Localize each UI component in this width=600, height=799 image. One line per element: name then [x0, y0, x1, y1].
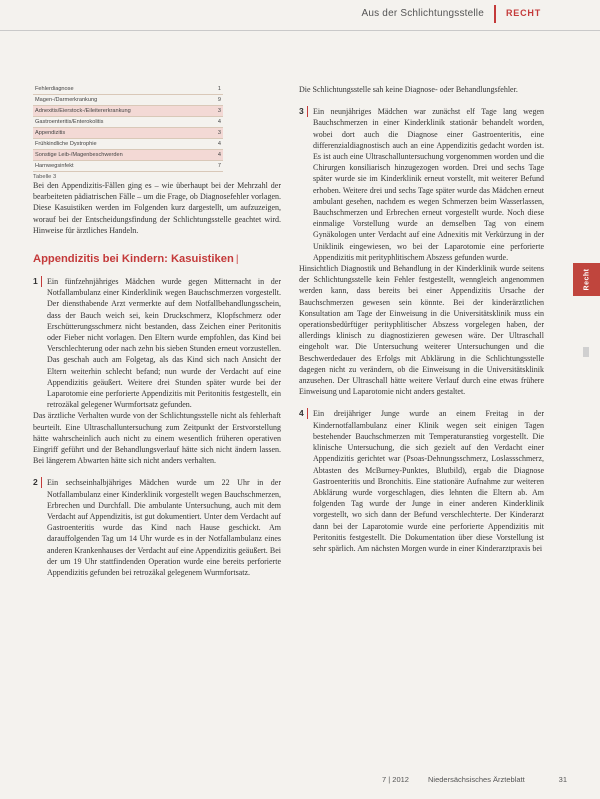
table-cell-label: Appendizitis	[33, 128, 201, 139]
table-row	[33, 84, 223, 95]
section-divider	[494, 5, 496, 23]
case-3-assessment: Hinsichtlich Diagnostik und Behandlung in der Kinderklinik wurde seitens der Schlichtungsstelle kein Fehler festgestellt, wenngleich angenommen werden kann, dass bereits bei einer Appendizitis Ursache der Bauchschmerzen gewesen sein könnte. Bei der kinderärztlichen Konsultation am Tage der Einweisung in die Universitätsklinik muss ein operationsbedürftiger perityphlitischer Abszess vorgelegen haben, der allerdings klinisch zu diagnostizieren gewesen wäre. Der Ultraschall eingeholt war. Die Untersuchung weiterer Untersuchungen und die Beschwerdedauer des Erfolgs mit Abklärung in die Schlichtungsstelle dagegen nicht zu verändern, ob die Einweisung in die Universitätsklinik anzusehen. Der Ultraschall hätte weitere Verlauf durch eine etwas frühere Einweisung und Laparotomie nicht anders gestaltet.	[299, 264, 544, 397]
table-cell-value: 3	[201, 106, 223, 117]
page-number: 31	[558, 775, 567, 784]
case-number: 1	[33, 276, 42, 287]
page-header	[0, 0, 600, 40]
table-cell-label: Sonstige Leib-/Magenbeschwerden	[33, 150, 201, 161]
case-number: 2	[33, 477, 42, 488]
section-heading	[33, 253, 281, 265]
right-column	[299, 84, 544, 554]
left-column	[33, 84, 281, 578]
table-row	[33, 150, 223, 161]
table-row	[33, 128, 223, 139]
page-footer	[382, 775, 567, 787]
table-cell-label: Frühkindliche Dystrophie	[33, 139, 201, 150]
header-rule	[0, 30, 600, 31]
table-cell-label: Adnexitis/Eierstock-/Eileitererkrankung	[33, 106, 201, 117]
case-text: Ein sechseinhalbjähriges Mädchen wurde um 22 Uhr in der Notfallambulanz einer Kinderklinik vorgestellt wegen Bauchschmerzen, Erbrechen und Durchfall. Die ambulante Untersuchung, auch mit dem Verdacht auf Appendizitis, ist gut dokumentiert. Unter dem Verdacht auf Gastroenteritis wurde das Kind nach Hause geschickt. Am darauffolgenden Tag um 14 Uhr wurde es in der Notfallambulanz eines anderen Krankenhauses der Verdacht auf eine Appendizitis geäußert. Bei der um 19 Uhr stattfindenden Operation wurde eine bereits perforierte Appendizitis gefunden bei retrozäkal gelegenem Wurmfortsatz.	[47, 478, 281, 578]
heading-marker: ▏	[236, 255, 244, 265]
case-2	[33, 477, 281, 578]
table-cell-label: Fehlerdiagnose	[33, 84, 201, 95]
table-cell-value: 4	[201, 139, 223, 150]
case-1-assessment: Das ärztliche Verhalten wurde von der Schlichtungsstelle nicht als fehlerhaft beurteilt. Eine Ultraschalluntersuchung zum Zeitpunkt der Erstvorstellung hätte wahrscheinlich auch nicht zu einem wesentlich früheren operativen Eingriff geführt und der Behandlungsverlauf hätte sich nicht ändern lassen. Bei längerem Abwarten hätte sich nicht anders verhalten.	[33, 411, 281, 466]
table-row	[33, 117, 223, 128]
case-text: Ein fünfzehnjähriges Mädchen wurde gegen Mitternacht in der Notfallambulanz einer Kinderklinik wegen Bauchschmerzen vorgestellt. Der diensthabende Arzt vermerkte auf dem Notfallbehandlungsschein, dass der Bauch weich sei, kein Druckschmerz, Klopfschmerz oder Erschütterungsschmerz nicht bestanden, dass Zeichen einer Peritonitis oder Fieber nicht vorlagen. Den Eltern wurde empfohlen, das Kind bei Verschlechterung oder nach zehn bis sieben Stunden erneut vorzustellen. Das geschah auch am Folgetag, als das Kind sich nach Ansicht der Eltern weiterhin schlecht befand; nun wurde der Verdacht auf eine Appendizitis geäußert. Weitere drei Stunden später wurde bei der Laparotomie eine perforierte Appendizitis mit Peritonitis festgestellt, ein retrozäkal gelegener Wurmfortsatz gefunden.	[47, 277, 281, 410]
table-row	[33, 106, 223, 117]
section-side-tab	[573, 263, 600, 296]
issue-number: 7 | 2012	[382, 775, 409, 784]
section-heading-text: Appendizitis bei Kindern: Kasuistiken	[33, 253, 234, 266]
table-caption: Tabelle 3	[33, 174, 57, 180]
case-3	[299, 106, 544, 263]
table-body	[33, 84, 223, 172]
table-row	[33, 161, 223, 172]
case-text: Ein dreijähriger Junge wurde an einem Freitag in der Kindernotfallambulanz einer Klinik wegen seit einigen Tagen bestehender Bauchschmerzen mit Temperaturanstieg vorgestellt. Die klinische Untersuchung, die sich gezielt auf den Verdacht einer Appendizitis gerichtet war (Psoas-Dehnungsschmerz, Loslassschmerz, Abtasten des McBurney-Punktes, Blutbild), ergab die Diagnose Gastroenteritis und Bronchitis. Eine stationäre Aufnahme zur weiteren Abklärung wurde vorgeschlagen, dies lehnten die Eltern ab. Am folgenden Tag wurde der Junge in einer anderen Kinderklinik vorgestellt, wo sich dann der Befund verschlechterte. Der Kinderarzt dann bei der Laparotomie wurde eine perforierte Appendizitis mit Peritonitis festgestellt. Die Dokumentation über diese Vorstellung ist sehr spärlich. Am nächsten Morgen wurde in einer Kinderarztpraxis bei	[313, 409, 544, 553]
table-row	[33, 139, 223, 150]
table-cell-value: 3	[201, 128, 223, 139]
margin-marker	[583, 347, 589, 357]
journal-name: Niedersächsisches Ärzteblatt	[428, 775, 525, 784]
intro-paragraph: Bei den Appendizitis-Fällen ging es – wie überhaupt bei der Mehrzahl der bearbeiteten pädiatrischen Fälle – um die Frage, ob Diagnosefehler vorlagen. Diese Kasuistiken werden im Folgenden kurz dargestellt, um aufzuzeigen, worauf bei der Entscheidungsfindung der Schlichtungsstelle geachtet wird. Hinweise für ärztliches Handeln.	[33, 181, 281, 235]
running-title: Aus der Schlichtungsstelle	[361, 8, 484, 19]
table-row	[33, 95, 223, 106]
table-cell-value: 7	[201, 161, 223, 172]
table-cell-value: 4	[201, 117, 223, 128]
diagnosis-table	[33, 84, 223, 172]
table-cell-value: 4	[201, 150, 223, 161]
case-4	[299, 408, 544, 554]
case-1	[33, 276, 281, 410]
table-cell-label: Magen-/Darmerkrankung	[33, 95, 201, 106]
table-cell-label: Harnwegsinfekt	[33, 161, 201, 172]
table-cell-label: Gastroenteritis/Enterokolitis	[33, 117, 201, 128]
case-2-assessment: Die Schlichtungsstelle sah keine Diagnose- oder Behandlungsfehler.	[299, 85, 518, 94]
section-label: RECHT	[506, 8, 541, 18]
case-number: 4	[299, 408, 308, 419]
table-cell-value: 9	[201, 95, 223, 106]
side-tab-label: Recht	[582, 268, 590, 291]
case-text: Ein neunjähriges Mädchen war zunächst elf Tage lang wegen Bauchschmerzen in einer Kinderklinik stationär behandelt worden, wobei dort auch die Diagnose einer Gastroenteritis, eine differenzialdiagnostisch auch an eine Appendizitis gedacht worden ist. Es ist auch eine Ultraschalluntersuchung vorgenommen worden und die Chirurgen konsiliarisch hinzugezogen worden. Drei und sechs Tage später wurde sie im Kinderklinik erneut vorstellt, mit weiterer Befund erhoben. Weitere drei und sechs Tage später wurde das Mädchen erneut ambulant gesehen, nachdem es wegen Schmerzen beim Wasserlassen, Bauchschmerzen und Erbrechen erneut vorgestellt wurde. Noch diese einmalige Vorstellung wurde an demselben Tag von einem Gynäkologen unter Verdacht auf eine Adnexitis mit Verkürzung in der Uniklinik eingewiesen, wo bei der Laparotomie eine perforierte Appendizitis mit perityphlitischem Abszess gefunden wurde.	[313, 107, 544, 262]
table-cell-value: 1	[201, 84, 223, 95]
case-number: 3	[299, 106, 308, 117]
